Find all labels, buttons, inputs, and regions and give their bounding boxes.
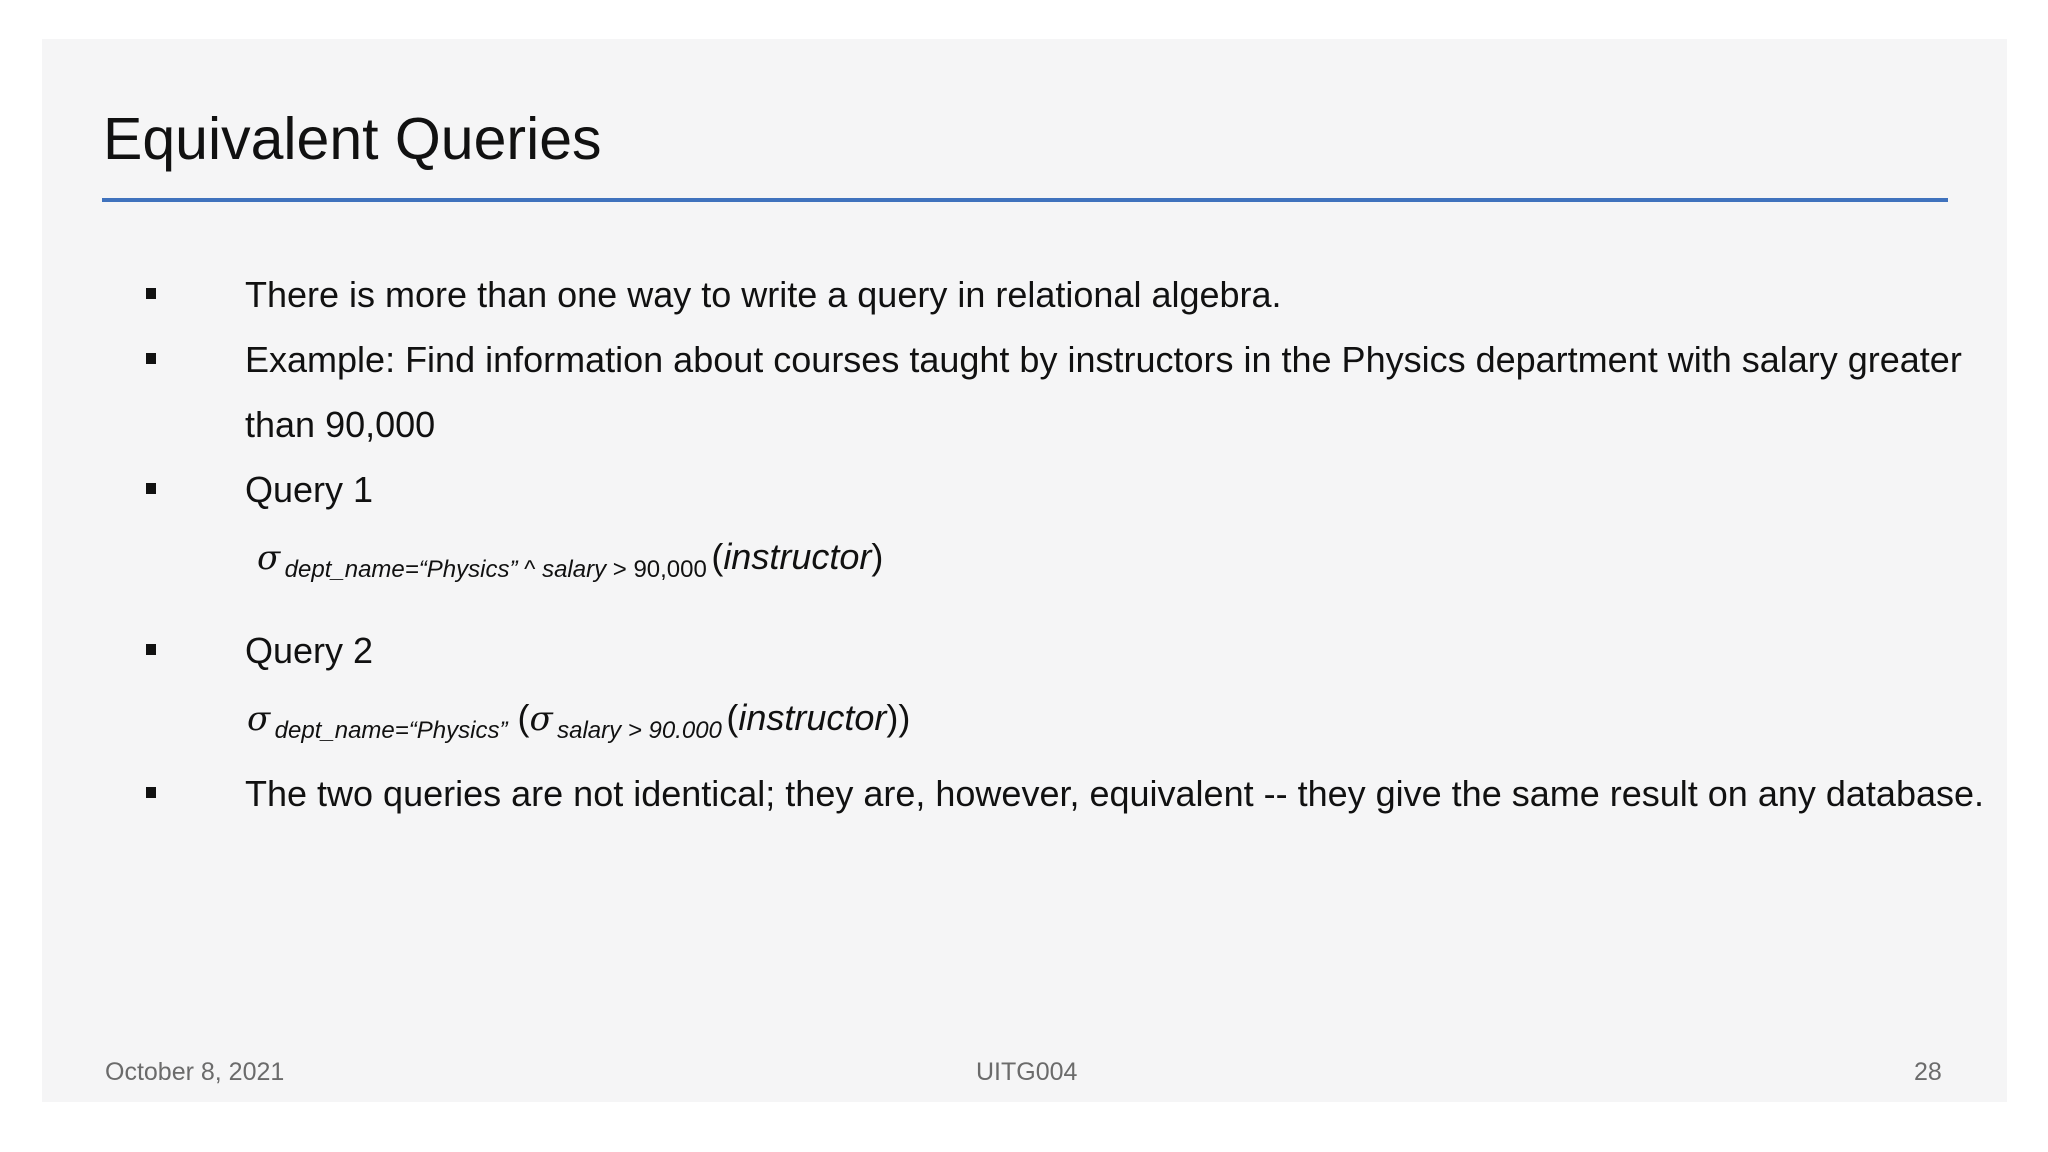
bullet-square-icon (146, 288, 156, 299)
bullet-square-icon (146, 787, 156, 798)
relation-name: instructor (723, 536, 872, 577)
bullet-text: Example: Find information about courses taught by instructors in the Physics department with salary greater (245, 339, 1962, 380)
slide (42, 39, 2007, 1102)
footer-page-number: 28 (1914, 1058, 1942, 1086)
bullet-square-icon (146, 483, 156, 494)
selection-condition: dept_name=“Physics” ^ salary > 90,000 (284, 556, 707, 583)
query2-formula: σ dept_name=“Physics” (σ salary > 90.000 (instructor)) (247, 697, 911, 744)
title-underline (102, 198, 1948, 202)
bullet-text: There is more than one way to write a query in relational algebra. (245, 274, 1282, 315)
bullet-text: The two queries are not identical; they are, however, equivalent -- they give the same result on any database. (245, 773, 1985, 814)
bullet-text: Query 1 (245, 469, 374, 510)
selection-condition: dept_name=“Physics” (274, 717, 508, 744)
relation-name: instructor (738, 697, 887, 738)
selection-condition: salary > 90.000 (557, 717, 722, 744)
sigma-symbol: σ (247, 699, 271, 739)
bullet-square-icon (146, 644, 156, 655)
footer-date: October 8, 2021 (105, 1058, 285, 1086)
bullet-text: Query 2 (245, 630, 374, 671)
query1-formula: σ dept_name=“Physics” ^ salary > 90,000 (instructor) (257, 536, 884, 583)
sigma-symbol: σ (257, 538, 281, 578)
slide-title: Equivalent Queries (103, 106, 602, 172)
bullet-square-icon (146, 353, 156, 364)
sigma-symbol: σ (529, 699, 553, 739)
bullet-text: than 90,000 (245, 404, 436, 445)
footer-course: UITG004 (976, 1058, 1078, 1086)
